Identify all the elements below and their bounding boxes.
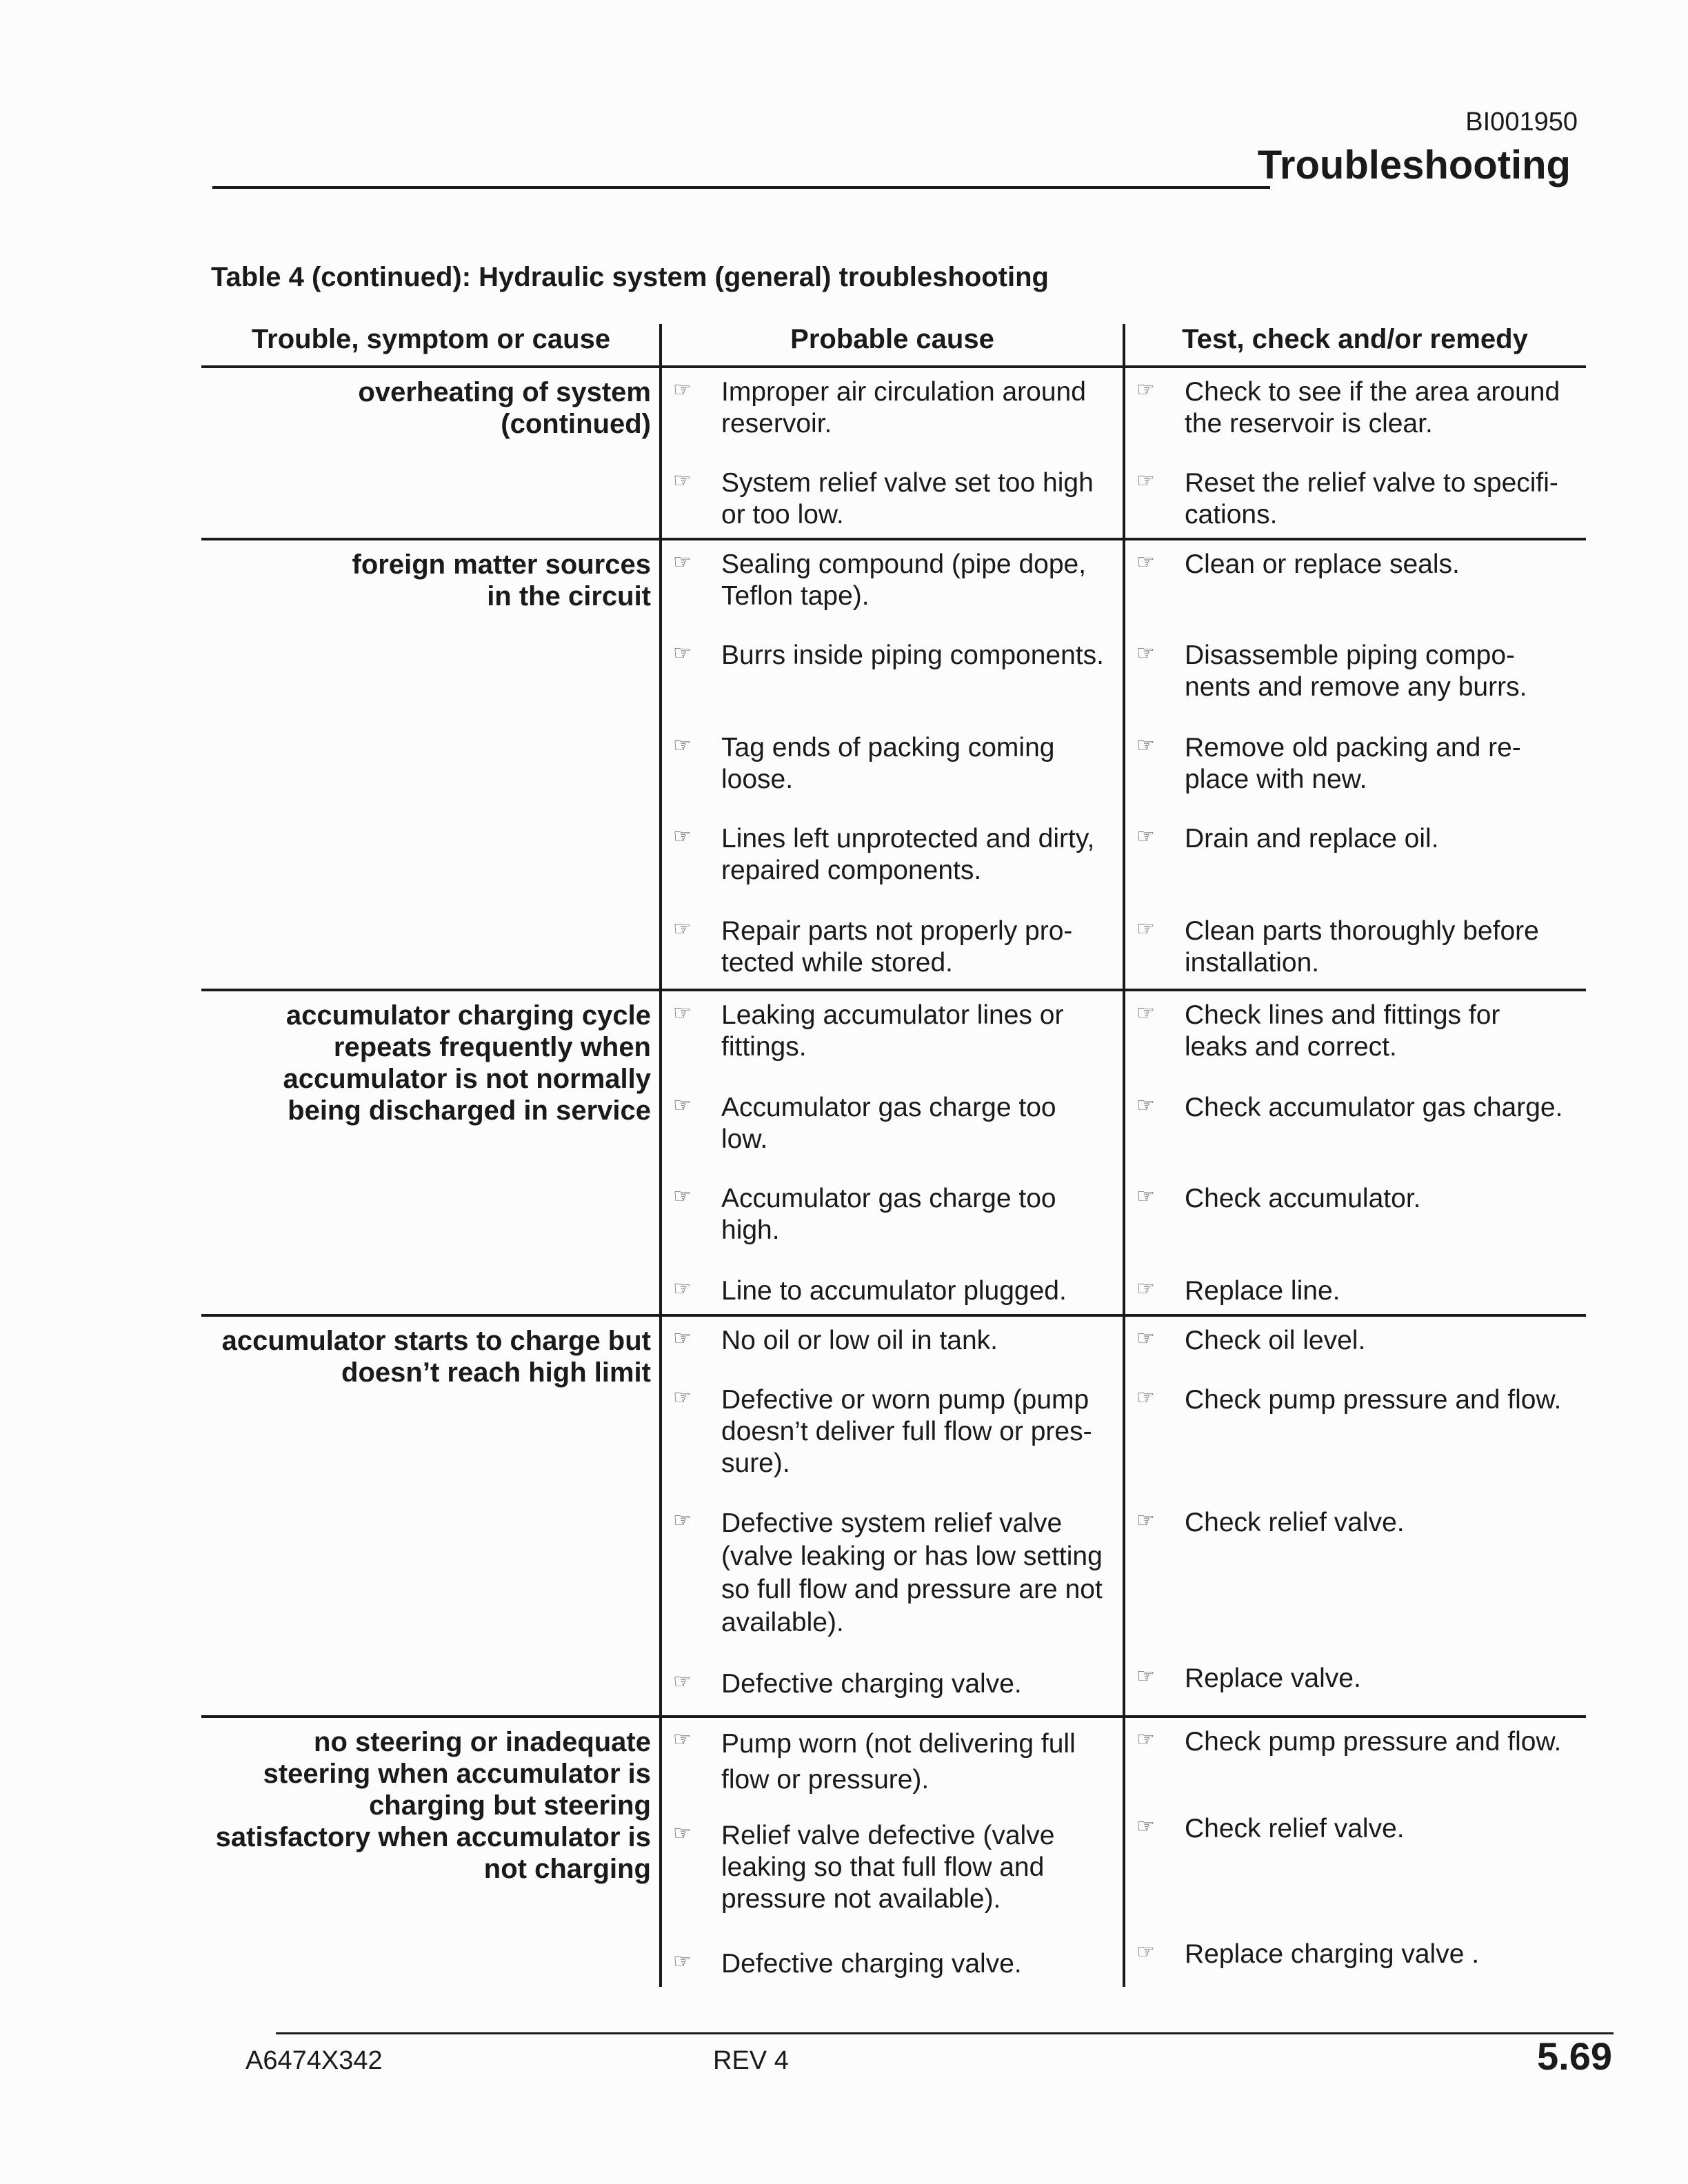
remedy-cell: Disassemble piping compo- nents and remove any burrs. <box>1185 640 1527 702</box>
pointing-hand-icon: ☞ <box>1136 918 1155 940</box>
cause-cell: Pump worn (not delivering full flow or pressure). <box>721 1729 1076 1794</box>
table-caption: Table 4 (continued): Hydraulic system (general) troubleshooting <box>211 262 1049 292</box>
cause-cell: Sealing compound (pipe dope, Teflon tape). <box>721 549 1087 611</box>
page-number: 5.69 <box>1537 2034 1612 2078</box>
pointing-hand-icon: ☞ <box>1136 1277 1155 1300</box>
pointing-hand-icon: ☞ <box>673 734 692 757</box>
cause-cell: Accumulator gas charge too low. <box>721 1093 1056 1154</box>
pointing-hand-icon: ☞ <box>673 1670 692 1693</box>
table-group <box>201 368 1586 540</box>
symptom-cell: no steering or inadequate steering when accumulator is charging but steering satisfactory when accumulator is not charging <box>215 1727 651 1884</box>
pointing-hand-icon: ☞ <box>673 1185 692 1208</box>
remedy-cell: Check pump pressure and flow. <box>1185 1727 1562 1757</box>
remedy-cell: Clean parts thoroughly before installation. <box>1185 916 1539 978</box>
table-group <box>201 540 1586 991</box>
remedy-cell: Check accumulator gas charge. <box>1185 1093 1563 1122</box>
remedy-cell: Check lines and fittings for leaks and correct. <box>1185 1000 1500 1062</box>
cause-cell: Repair parts not properly pro- tected while stored. <box>721 916 1073 978</box>
pointing-hand-icon: ☞ <box>1136 551 1155 574</box>
pointing-hand-icon: ☞ <box>1136 1185 1155 1208</box>
pointing-hand-icon: ☞ <box>673 642 692 665</box>
column-divider <box>659 1718 662 1987</box>
column-divider <box>659 368 662 538</box>
cause-cell: Accumulator gas charge too high. <box>721 1184 1056 1245</box>
remedy-cell: Check to see if the area around the reservoir is clear. <box>1185 377 1560 438</box>
pointing-hand-icon: ☞ <box>673 1327 692 1350</box>
pointing-hand-icon: ☞ <box>673 551 692 574</box>
pointing-hand-icon: ☞ <box>673 918 692 940</box>
cause-cell: Improper air circulation around reservoir. <box>721 377 1086 438</box>
remedy-cell: Replace line. <box>1185 1276 1340 1306</box>
pointing-hand-icon: ☞ <box>1136 1665 1155 1688</box>
column-divider <box>659 991 662 1314</box>
symptom-cell: foreign matter sources in the circuit <box>352 549 651 611</box>
pointing-hand-icon: ☞ <box>1136 1815 1155 1838</box>
pointing-hand-icon: ☞ <box>673 469 692 492</box>
remedy-cell: Reset the relief valve to specifi- cations. <box>1185 468 1558 529</box>
document-id: BI001950 <box>1465 108 1578 136</box>
pointing-hand-icon: ☞ <box>673 1822 692 1845</box>
pointing-hand-icon: ☞ <box>1136 1941 1155 1963</box>
revision: REV 4 <box>713 2046 789 2075</box>
header-remedy: Test, check and/or remedy <box>1182 324 1528 354</box>
pointing-hand-icon: ☞ <box>1136 642 1155 665</box>
part-number: A6474X342 <box>245 2046 383 2075</box>
pointing-hand-icon: ☞ <box>1136 1386 1155 1409</box>
section-title: Troubleshooting <box>1257 143 1571 188</box>
cause-cell: No oil or low oil in tank. <box>721 1326 998 1355</box>
cause-cell: Tag ends of packing coming loose. <box>721 733 1055 794</box>
cause-cell: Line to accumulator plugged. <box>721 1276 1067 1306</box>
cause-cell: Defective or worn pump (pump doesn’t deliver full flow or pres- sure). <box>721 1385 1092 1478</box>
cause-cell: Relief valve defective (valve leaking so that full flow and pressure not available). <box>721 1821 1055 1914</box>
remedy-cell: Check pump pressure and flow. <box>1185 1385 1562 1415</box>
table-group <box>201 991 1586 1317</box>
cause-cell: Defective system relief valve (valve leaking or has low setting so full flow and pressure are not available). <box>721 1508 1103 1637</box>
header-symptom: Trouble, symptom or cause <box>251 324 611 354</box>
pointing-hand-icon: ☞ <box>673 1002 692 1024</box>
troubleshooting-table <box>201 314 1586 1987</box>
pointing-hand-icon: ☞ <box>673 1728 692 1751</box>
pointing-hand-icon: ☞ <box>1136 469 1155 492</box>
table-group <box>201 1317 1586 1718</box>
pointing-hand-icon: ☞ <box>673 378 692 401</box>
pointing-hand-icon: ☞ <box>673 1277 692 1300</box>
remedy-cell: Check oil level. <box>1185 1326 1366 1355</box>
pointing-hand-icon: ☞ <box>1136 825 1155 848</box>
remedy-cell: Remove old packing and re- place with new. <box>1185 733 1521 794</box>
cause-cell: Burrs inside piping components. <box>721 640 1104 670</box>
cause-cell: Defective charging valve. <box>721 1669 1022 1699</box>
pointing-hand-icon: ☞ <box>1136 1094 1155 1117</box>
symptom-cell: accumulator starts to charge but doesn’t reach high limit <box>221 1326 651 1388</box>
footer-rule <box>276 2032 1614 2034</box>
pointing-hand-icon: ☞ <box>673 1094 692 1117</box>
remedy-cell: Check relief valve. <box>1185 1508 1405 1537</box>
symptom-cell: accumulator charging cycle repeats frequently when accumulator is not normally being discharged in service <box>283 1000 651 1126</box>
symptom-cell: overheating of system (continued) <box>358 377 651 439</box>
remedy-cell: Drain and replace oil. <box>1185 824 1439 853</box>
cause-cell: Lines left unprotected and dirty, repaired components. <box>721 824 1095 885</box>
table-group <box>201 1718 1586 1987</box>
pointing-hand-icon: ☞ <box>1136 378 1155 401</box>
pointing-hand-icon: ☞ <box>673 825 692 848</box>
header-probable-cause: Probable cause <box>790 324 994 354</box>
cause-cell: Leaking accumulator lines or fittings. <box>721 1000 1064 1062</box>
remedy-cell: Replace valve. <box>1185 1664 1361 1693</box>
pointing-hand-icon: ☞ <box>673 1950 692 1973</box>
remedy-cell: Check relief valve. <box>1185 1814 1405 1843</box>
remedy-cell: Check accumulator. <box>1185 1184 1421 1213</box>
pointing-hand-icon: ☞ <box>1136 1728 1155 1751</box>
table-header <box>201 314 1586 368</box>
pointing-hand-icon: ☞ <box>1136 1327 1155 1350</box>
remedy-cell: Clean or replace seals. <box>1185 549 1460 579</box>
pointing-hand-icon: ☞ <box>673 1509 692 1532</box>
column-divider <box>659 540 662 989</box>
pointing-hand-icon: ☞ <box>1136 734 1155 757</box>
column-divider <box>659 1317 662 1715</box>
cause-cell: Defective charging valve. <box>721 1949 1022 1979</box>
pointing-hand-icon: ☞ <box>673 1386 692 1409</box>
pointing-hand-icon: ☞ <box>1136 1509 1155 1532</box>
pointing-hand-icon: ☞ <box>1136 1002 1155 1024</box>
header-rule <box>212 186 1270 189</box>
remedy-cell: Replace charging valve . <box>1185 1939 1480 1969</box>
cause-cell: System relief valve set too high or too low. <box>721 468 1094 529</box>
